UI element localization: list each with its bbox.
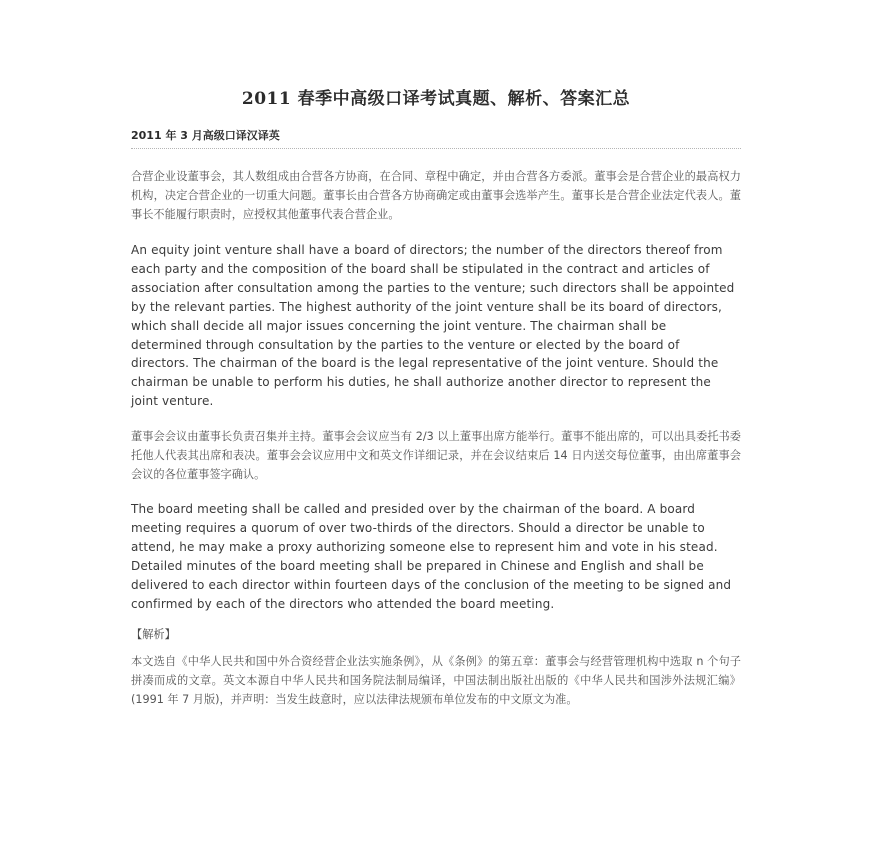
paragraph-english-1: An equity joint venture shall have a board of directors; the number of the directors thereof from each party and the composition of the board shall be stipulated in the contract and articles of association after consultation among the parties to the venture; such directors shall be appointed by the relevant parties. The highest authority of the joint venture shall be its board of directors, which shall decide all major issues concerning the joint venture. The chairman shall be determined through consultation by the parties to the venture or elected by the board of directors. The chairman of the board is the legal representative of the joint venture. Should the chairman be unable to perform his duties, he shall authorize another director to represent the joint venture. — [131, 243, 735, 409]
paragraph-chinese-2: 董事会会议由董事长负责召集并主持。董事会会议应当有 2/3 以上董事出席方能举行。董事不能出席的，可以出具委托书委托他人代表其出席和表决。董事会会议应用中文和英文作详细记录，并在会议结束后 14 日内送交每位董事，由出席董事会会议的各位董事签字确认。 — [131, 430, 741, 482]
document-title: 2011 春季中高级口译考试真题、解析、答案汇总 — [241, 89, 631, 109]
paragraph-chinese-1: 合营企业设董事会，其人数组成由合营各方协商，在合同、章程中确定，并由合营各方委派。董事会是合营企业的最高权力机构，决定合营企业的一切重大问题。董事长由合营各方协商确定或由董事会选举产生。董事长是合营企业法定代表人。董事长不能履行职责时，应授权其他董事代表合营企业。 — [131, 170, 741, 221]
document-page — [131, 84, 741, 709]
paragraph-analysis: 本文选自《中华人民共和国中外合资经营企业法实施条例》，从《条例》的第五章：董事会与经营管理机构中选取 n 个句子拼凑而成的文章。英文本源自中华人民共和国务院法制局编译，中国法制出版社出版的《中华人民共和国涉外法规汇编》(1991 年 7 月版)，并声明：当发生歧意时，应以法律法规颁布单位发布的中文原文为准。 — [131, 654, 741, 706]
paragraph-english-2: The board meeting shall be called and presided over by the chairman of the board. A board meeting requires a quorum of over two-thirds of the directors. Should a director be unable to attend, he may make a proxy authorizing someone else to represent him and vote in his stead. Detailed minutes of the board meeting shall be prepared in Chinese and English and shall be delivered to each director within fourteen days of the conclusion of the meeting to be signed and confirmed by each of the directors who attended the board meeting. — [131, 502, 732, 611]
section-subtitle: 2011 年 3 月高级口译汉译英 — [131, 128, 741, 149]
analysis-label: 【解析】 — [131, 627, 176, 641]
